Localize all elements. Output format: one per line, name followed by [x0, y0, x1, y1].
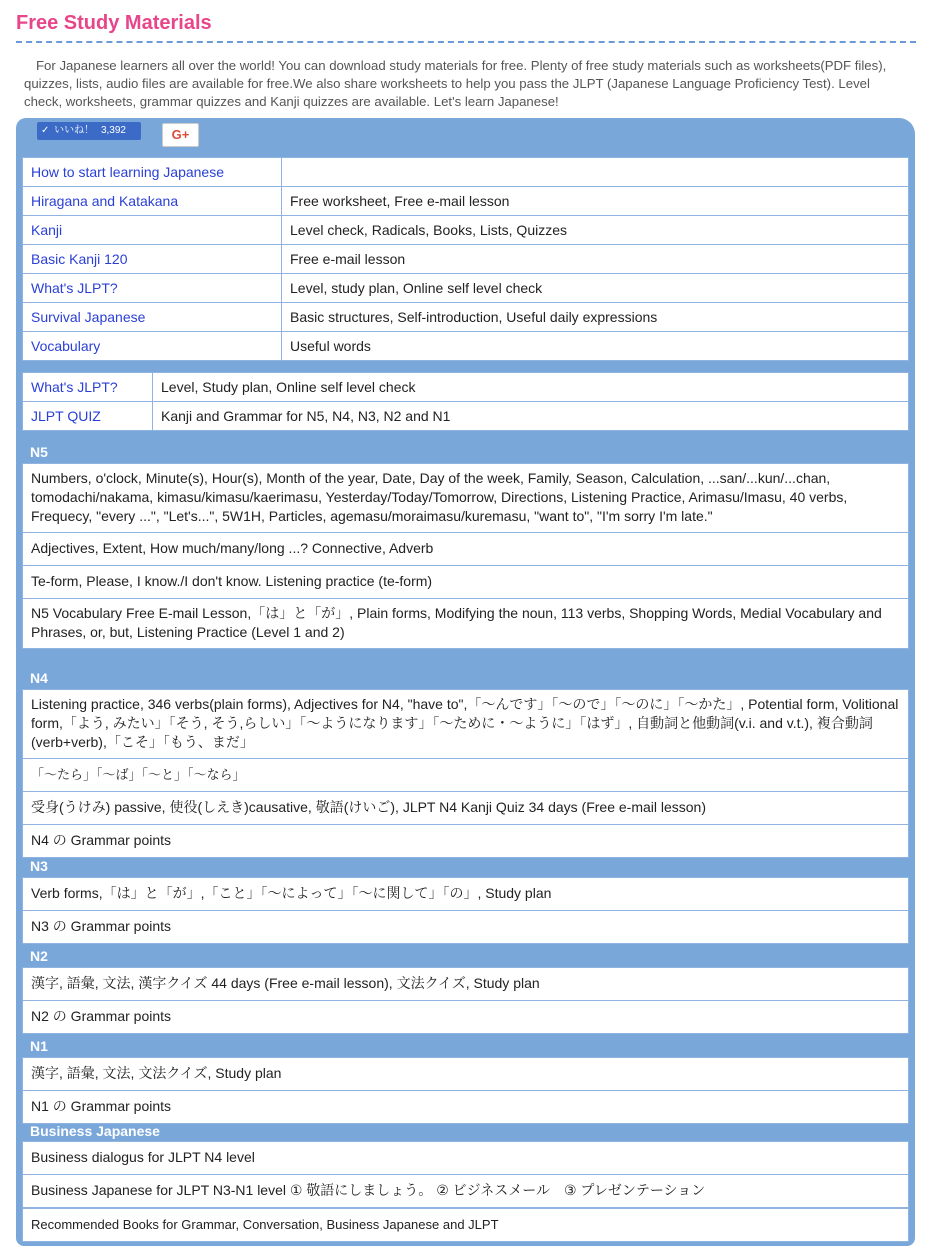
row-description: Free e-mail lesson — [282, 245, 909, 274]
section-heading-n3: N3 — [30, 858, 48, 874]
section-n2 — [22, 967, 909, 1034]
section-n1 — [22, 1057, 909, 1124]
section-n4 — [22, 689, 909, 858]
link-survival-japanese[interactable]: Survival Japanese — [31, 309, 146, 325]
list-item[interactable]: Business Japanese for JLPT N3-N1 level ① 敬語にしましょう。 ② ビジネスメール ③ プレゼンテーション — [22, 1175, 909, 1208]
list-item[interactable]: Numbers, o'clock, Minute(s), Hour(s), Month of the year, Date, Day of the week, Family, Season, Calculation, ...san/...kun/...chan, tomodachi/nakama, kimasu/kimasu/kaerimasu, Yesterday/Today/Tomorrow, Directions, Listening Practice, Arimasu/Imasu, 40 verbs, Frequecy, "every ...", "Let's...", 5W1H, Particles, agemasu/moraimasu/kuremasu, "want to", "I'm sorry I'm late." — [22, 463, 909, 533]
page-title: Free Study Materials — [16, 12, 212, 34]
link-hiragana-katakana[interactable]: Hiragana and Katakana — [31, 193, 179, 209]
table-row — [23, 332, 909, 361]
google-plus-icon: G+ — [171, 127, 190, 142]
list-item[interactable]: 「〜たら」「〜ば」「〜と」「〜なら」 — [22, 759, 909, 792]
table-row — [23, 245, 909, 274]
link-kanji[interactable]: Kanji — [31, 222, 63, 238]
section-books — [22, 1208, 909, 1242]
link-whats-jlpt[interactable]: What's JLPT? — [31, 280, 118, 296]
section-n3 — [22, 877, 909, 944]
materials-panel — [16, 118, 915, 1246]
section-heading-n2: N2 — [30, 948, 48, 964]
list-item[interactable]: 漢字, 語彙, 文法, 漢字クイズ 44 days (Free e-mail lesson), 文法クイズ, Study plan — [22, 967, 909, 1001]
list-item[interactable]: Listening practice, 346 verbs(plain forms), Adjectives for N4, "have to",「〜んです」「〜ので」「〜のに」「〜かた」, Potential form, Volitional form,「よう, みたい」「そう, そう,らしい」「〜ようになります」「〜ために・〜ように」「はず」, 自動詞と他動詞(v.i. and v.t.), 複合動詞(verb+verb),「こそ」「もう、まだ」 — [22, 689, 909, 759]
list-item[interactable]: Adjectives, Extent, How much/many/long ...? Connective, Adverb — [22, 533, 909, 566]
list-item[interactable]: Business dialogus for JLPT N4 level — [22, 1141, 909, 1175]
title-divider — [16, 41, 916, 43]
link-jlpt-quiz[interactable]: JLPT QUIZ — [31, 408, 101, 424]
section-heading-n4: N4 — [30, 670, 48, 686]
row-description — [282, 158, 909, 187]
link-how-to-start[interactable]: How to start learning Japanese — [31, 164, 224, 180]
facebook-like-button[interactable] — [37, 122, 141, 140]
intro-paragraph: For Japanese learners all over the world! You can download study materials for free. Plenty of free study materials such as worksheets(PDF files), quizzes, lists, audio files are available for free.We also share worksheets to help you pass the JLPT (Japanese Language Proficiency Test). Level check, worksheets, grammar quizzes and Kanji quizzes are available. Let's learn Japanese! — [24, 58, 887, 109]
section-heading-n5: N5 — [30, 444, 48, 460]
list-item[interactable]: N5 Vocabulary Free E-mail Lesson,「は」と「が」, Plain forms, Modifying the noun, 113 verbs, Shopping Words, Medial Vocabulary and Phrases, or, but, Listening Practice (Level 1 and 2) — [22, 599, 909, 649]
row-description: Useful words — [282, 332, 909, 361]
google-plus-button[interactable] — [162, 123, 199, 147]
table-row — [23, 158, 909, 187]
list-item[interactable]: 受身(うけみ) passive, 使役(しえき)causative, 敬語(けいご), JLPT N4 Kanji Quiz 34 days (Free e-mail lesson) — [22, 792, 909, 825]
list-item[interactable]: N1 の Grammar points — [22, 1091, 909, 1124]
section-n5 — [22, 463, 909, 649]
section-business — [22, 1141, 909, 1208]
like-label: いいね！ — [54, 125, 95, 136]
section-heading-business: Business Japanese — [30, 1123, 160, 1139]
table-row — [23, 187, 909, 216]
row-description: Basic structures, Self-introduction, Useful daily expressions — [282, 303, 909, 332]
table-row — [23, 216, 909, 245]
link-basic-kanji-120[interactable]: Basic Kanji 120 — [31, 251, 128, 267]
row-description: Kanji and Grammar for N5, N4, N3, N2 and N1 — [153, 402, 909, 431]
like-count: 3,392 — [100, 125, 126, 136]
row-description: Level check, Radicals, Books, Lists, Quizzes — [282, 216, 909, 245]
list-item[interactable]: Verb forms,「は」と「が」,「こと」「〜によって」「〜に関して」「の」, Study plan — [22, 877, 909, 911]
intro-materials-table — [22, 157, 909, 361]
row-description: Level, study plan, Online self level check — [282, 274, 909, 303]
list-item[interactable]: Te-form, Please, I know./I don't know. Listening practice (te-form) — [22, 566, 909, 599]
list-item[interactable]: 漢字, 語彙, 文法, 文法クイズ, Study plan — [22, 1057, 909, 1091]
link-vocabulary[interactable]: Vocabulary — [31, 338, 101, 354]
list-item[interactable]: N4 の Grammar points — [22, 825, 909, 858]
table-row — [23, 402, 909, 431]
table-row — [23, 373, 909, 402]
table-row — [23, 303, 909, 332]
link-whats-jlpt-2[interactable]: What's JLPT? — [31, 379, 118, 395]
section-heading-n1: N1 — [30, 1038, 48, 1054]
row-description: Level, Study plan, Online self level check — [153, 373, 909, 402]
row-description: Free worksheet, Free e-mail lesson — [282, 187, 909, 216]
jlpt-table — [22, 372, 909, 431]
list-item[interactable]: N3 の Grammar points — [22, 911, 909, 944]
list-item[interactable]: N2 の Grammar points — [22, 1001, 909, 1034]
table-row — [23, 274, 909, 303]
check-icon: ✓ — [41, 125, 50, 136]
list-item[interactable]: Recommended Books for Grammar, Conversation, Business Japanese and JLPT — [22, 1208, 909, 1242]
